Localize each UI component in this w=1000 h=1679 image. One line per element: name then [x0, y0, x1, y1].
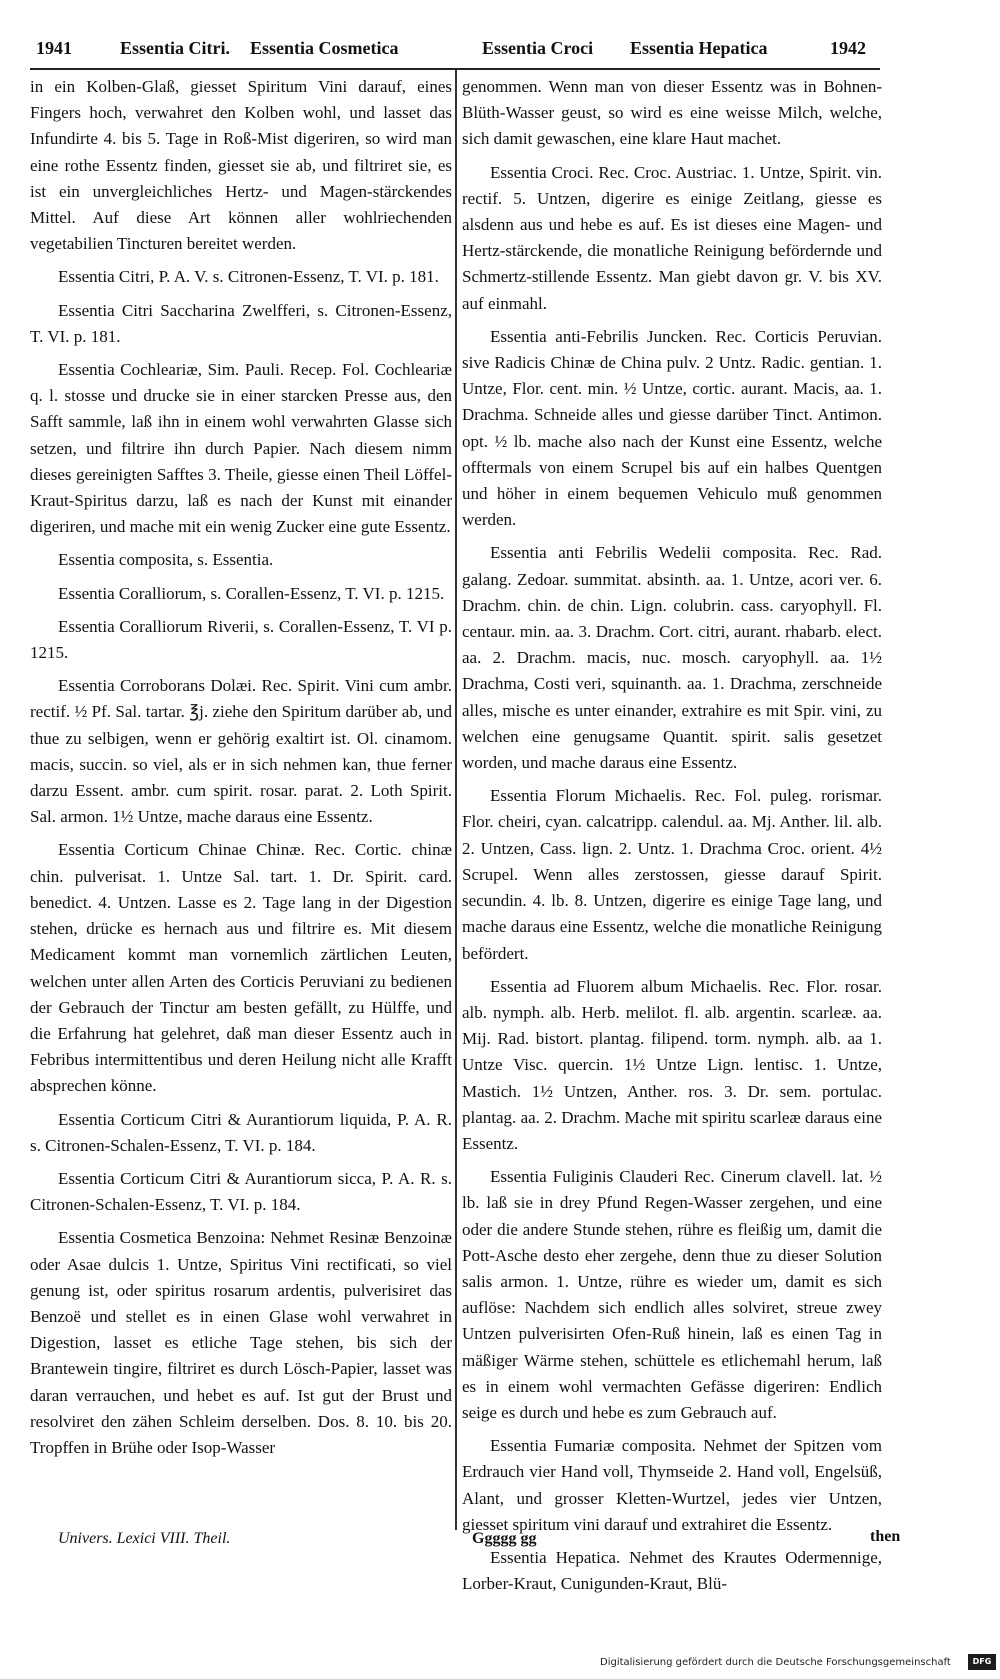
entry-paragraph: Essentia Croci. Rec. Croc. Austriac. 1. Untze, Spirit. vin. rectif. 5. Untzen, digerire es einige Zeitlang, giesse es alsdenn aus und hebe es auf. Es ist dieses eine Magen- und Hertz-stärckende, die monatliche Reinigung befördernde und Schmertz-stillende Essentz. Man giebt davon gr. V. bis XV. auf einmahl.: [462, 162, 882, 313]
running-title-right-1: Essentia Croci: [482, 38, 594, 58]
entry-paragraph: Essentia ad Fluorem album Michaelis. Rec. Flor. rosar. alb. nymph. alb. Herb. melilot. fl. alb. argentin. scarleæ. aa. Mij. Rad. bistort. plantag. filipend. torm. nymph. alb. aa 1. Untze Visc. quercin. 1½ Untze Lign. lentisc. 1. Untze, Mastich. 1½ Untzen, Anther. ros. 3. Dr. sem. portulac. plantag. aa. 2. Drachm. Mache mit spiritu scarleæ daraus eine Essentz.: [462, 976, 882, 1153]
entry-paragraph: Essentia Corticum Citri & Aurantiorum sicca, P. A. R. s. Citronen-Schalen-Essenz, T. VI. p. 184.: [30, 1168, 452, 1215]
entry-paragraph: Essentia anti-Febrilis Juncken. Rec. Corticis Peruvian. sive Radicis Chinæ de China pulv. 2 Untz. Radic. gentian. 1. Untze, Flor. cent. min. ½ Untze, cortic. aurant. Macis, aa. 1. Drachma. Schneide alles und giesse darüber Tinct. Antimon. opt. ½ lb. mache also nach der Kunst eine Essentz, welche offtermals von einem Scrupel bis auf ein halbes Quentgen und höher in einem bequemen Vehiculo muß genommen werden.: [462, 326, 882, 530]
entry-paragraph: Essentia Fumariæ composita. Nehmet der Spitzen vom Erdrauch vier Hand voll, Thymseide 2. Hand voll, Engelsüß, Alant, und grosser Kletten-Wurtzel, jedes vier Untzen, giesset spiritum vini darauf und extrahiret die Essentz.: [462, 1436, 882, 1534]
entry-paragraph: Essentia Cosmetica Benzoina: Nehmet Resinæ Benzoinæ oder Asae dulcis 1. Untze, Spiritus Vini rectificati, so viel genung ist, oder spiritus rosarum ardentis, pulverisiret das Benzoë und stellet es in einen Glase wohl verwahret in Digestion, lasset es etliche Tage stehen, bis sich der Brantewein tingire, filtriret es durch Lösch-Papier, lasset was daran verrauchen, und hebet es auf. Ist gut der Brust und resolviret den zähen Schleim derselben. Dos. 8. 10. bis 20. Tropffen in Brühe oder Isop-Wasser: [30, 1228, 452, 1457]
left-column: [30, 74, 452, 1468]
page-number-left: 1941: [36, 38, 72, 58]
signature-right: Ggggg gg: [472, 1530, 537, 1547]
digitization-credit: Digitalisierung gefördert durch die Deutsche Forschungsgemeinschaft: [600, 1657, 951, 1668]
column-divider: [455, 70, 457, 1530]
entry-paragraph: Essentia Hepatica. Nehmet des Krautes Odermennige, Lorber-Kraut, Cunigunden-Kraut, Blü-: [462, 1547, 882, 1594]
entry-paragraph: Essentia Citri, P. A. V. s. Citronen-Essenz, T. VI. p. 181.: [58, 267, 439, 287]
running-title-left-2: Essentia Cosmetica: [250, 38, 399, 58]
right-column: [462, 74, 882, 1604]
entry-paragraph: genommen. Wenn man von dieser Essentz was in Bohnen-Blüth-Wasser geust, so wird es eine weisse Milch, welche, sich damit gewaschen, eine klare Haut machet.: [462, 77, 882, 149]
dfg-logo: DFG: [968, 1654, 996, 1670]
entry-paragraph: Essentia Florum Michaelis. Rec. Fol. puleg. rorismar. Flor. cheiri, cyan. calcatripp. calendul. aa. Mj. Anther. lil. alb. 2. Untzen, Cass. lign. 2. Untz. 1. Drachma Croc. orient. 4½ Scrupel. Wenn alles zerstossen, giesse darauf Spirit. secundin. 4. lb. 8. Untzen, digerire es einige Tage lang, und mache daraus eine Essentz, welche die monatliche Reinigung befördert.: [462, 786, 882, 963]
catchword: then: [870, 1528, 901, 1545]
entry-paragraph: in ein Kolben-Glaß, giesset Spiritum Vini darauf, eines Fingers hoch, verwahret den Kolben wohl, und lasset das Infundirte 4. bis 5. Tage in Roß-Mist digeriren, so wird man eine rothe Essentz finden, giesset sie ab, und filtriret sie, es ist ein unvergleichliches Hertz- und Magen-stärckendes Mittel. Auf diese Art können aller wohlriechenden vegetabilien Tincturen bereitet werden.: [30, 77, 452, 254]
entry-paragraph: Essentia Coralliorum, s. Corallen-Essenz, T. VI. p. 1215.: [58, 583, 445, 603]
entry-paragraph: Essentia composita, s. Essentia.: [58, 550, 274, 570]
entry-paragraph: Essentia Fuliginis Clauderi Rec. Cinerum clavell. lat. ½ lb. laß sie in drey Pfund Regen-Wasser zergehen, und eine oder die andere Stunde stehen, rühre es fleißig um, damit die Pott-Asche desto eher zergehe, denn thue zu dieser Solution salis armon. 1. Untze, rühre es wieder um, damit es sich auflöse: Nachdem sich endlich alles solviret, streue zwey Untzen pulverisirten Ofen-Ruß hinein, laß es einen Tag in mäßiger Wärme stehen, schüttele es etlichemahl herum, laß es in einem wohl vermachten Gefässe digeriren: Endlich seige es durch und hebe es zum Gebrauch auf.: [462, 1167, 882, 1422]
entry-paragraph: Essentia Corticum Chinae Chinæ. Rec. Cortic. chinæ chin. pulverisat. 1. Untze Sal. tart. 1. Dr. Spirit. card. benedict. 4. Untzen. Lasse es 2. Tage lang in der Digestion stehen, drücke es hernach aus und filtrire es. Mit diesem Medicament kommt man vornemlich zärtlichen Leuten, welchen unter allen Arten des Corticis Peruviani zu bedienen der Gebrauch der Tinctur am besten gefällt, zu Hülffe, und die Erfahrung hat gelehret, daß man dieser Essentz auch in Febribus intermittentibus und deren Heilung nicht alle Krafft absprechen könne.: [30, 840, 452, 1096]
entry-paragraph: Essentia Citri Saccharina Zwelfferi, s. Citronen-Essenz, T. VI. p. 181.: [30, 300, 452, 346]
entry-paragraph: Essentia Corroborans Dolæi. Rec. Spirit. Vini cum ambr. rectif. ½ Pf. Sal. tartar. ℥j. ziehe den Spiritum darüber ab, und thue zu selbigen, wenn er gehörig exaltirt ist. Ol. cinamom. macis, succin. so viel, als er in sich nehmen kan, thue ferner darzu Essent. ambr. cum spirit. rosar. parat. 2. Loth Spirit. Sal. armon. 1½ Untze, mache daraus eine Essentz.: [30, 676, 452, 827]
running-header: [30, 38, 988, 68]
running-title-left-1: Essentia Citri.: [120, 38, 230, 58]
entry-paragraph: Essentia Corticum Citri & Aurantiorum liquida, P. A. R. s. Citronen-Schalen-Essenz, T. VI. p. 184.: [30, 1109, 452, 1155]
entry-paragraph: Essentia anti Febrilis Wedelii composita. Rec. Rad. galang. Zedoar. summitat. absinth. aa. 1. Untze, acori ver. 6. Drachm. chin. de chin. Lign. colubrin. cass. caryophyll. Fl. centaur. min. aa. 3. Drachm. Cort. citri, aurant. rhabarb. elect. aa. 2. Drachm. macis, nuc. mosch. caryophyll. aa. 1½ Drachma, Costi veri, squinanth. aa. 1. Drachma, zerschneide alles, mische es unter einander, extrahire es mit Spir. vini, zu welchen eine genugsame Quantit. spirit. salis gesetzet worden, und mache daraus eine Essentz.: [462, 543, 882, 773]
entry-paragraph: Essentia Cochleariæ, Sim. Pauli. Recep. Fol. Cochleariæ q. l. stosse und drucke sie in einer starcken Presse aus, den Safft sammle, laß ihn in einem wohl verwahrten Glasse sich setzen, und filtrire ihn durch Papier. Nach diesem nimm dieses gereinigten Safftes 3. Theile, giesse einen Theil Löffel-Kraut-Spiritus darzu, laß es nach der Kunst mit einander digeriren, und mache mit ein wenig Zucker eine gute Essentz.: [30, 360, 452, 537]
running-title-right-2: Essentia Hepatica: [630, 38, 768, 58]
entry-paragraph: Essentia Coralliorum Riverii, s. Corallen-Essenz, T. VI p. 1215.: [30, 616, 452, 663]
page-number-right: 1942: [830, 38, 866, 58]
signature-left: Univers. Lexici VIII. Theil.: [58, 1530, 231, 1547]
